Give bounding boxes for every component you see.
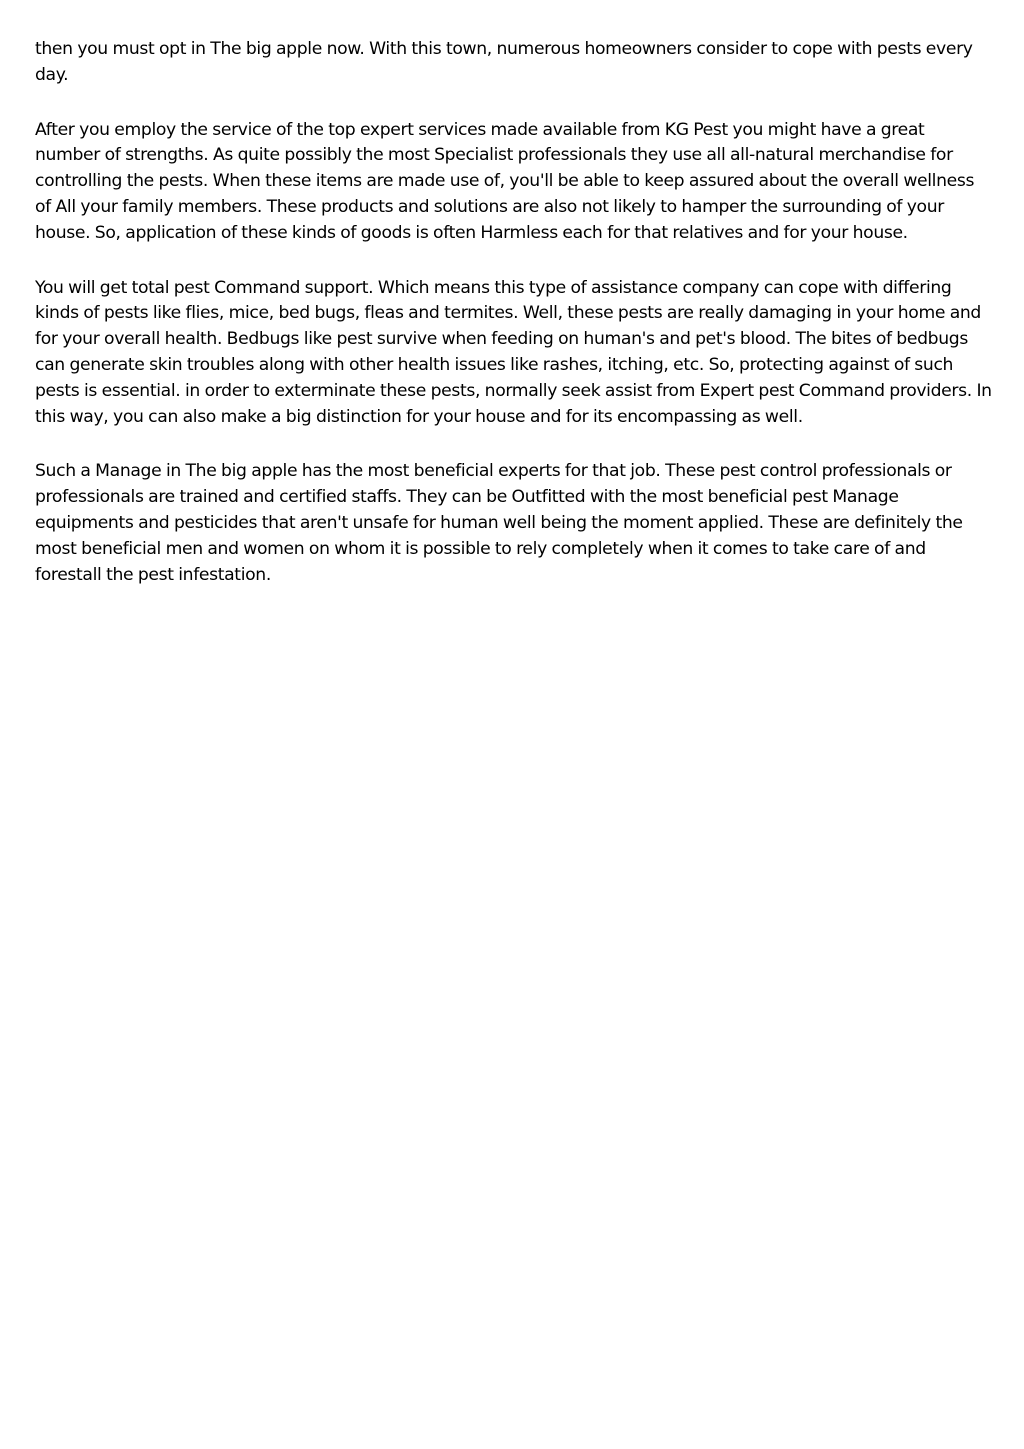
paragraph-intro: then you must opt in The big apple now. With this town, numerous homeowners consider to cope with pests every day. [35,39,973,85]
paragraph-experts: Such a Manage in The big apple has the most beneficial experts for that job. These pest control professionals or professionals are trained and certified staffs. They can be Outfitted with the most beneficial pest Manage equipments and pesticides that aren't unsafe for human well being the moment applied. These are definitely the most beneficial men and women on whom it is possible to rely completely when it comes to take care of and forestall the pest infestation. [35,461,963,585]
paragraph-pest-control-support: You will get total pest Command support. Which means this type of assistance company can cope with differing kinds of pests like flies, mice, bed bugs, fleas and termites. Well, these pests are really damaging in your home and for your overall health. Bedbugs like pest survive when feeding on human's and pet's blood. The bites of bedbugs can generate skin troubles along with other health issues like rashes, itching, etc. So, protecting against of such pests is essential. in order to exterminate these pests, normally seek assist from Expert pest Command providers. In this way, you can also make a big distinction for your house and for its encompassing as well. [35,277,992,427]
paragraph-benefits: After you employ the service of the top expert services made available from KG Pest you might have a great number of strengths. As quite possibly the most Specialist professionals they use all all-natural merchandise for controlling the pests. When these items are made use of, you'll be able to keep assured about the overall wellness of All your family members. These products and solutions are also not likely to hamper the surrounding of your house. So, application of these kinds of goods is often Harmless each for that relatives and for your house. [35,119,975,243]
document-page [35,37,993,617]
